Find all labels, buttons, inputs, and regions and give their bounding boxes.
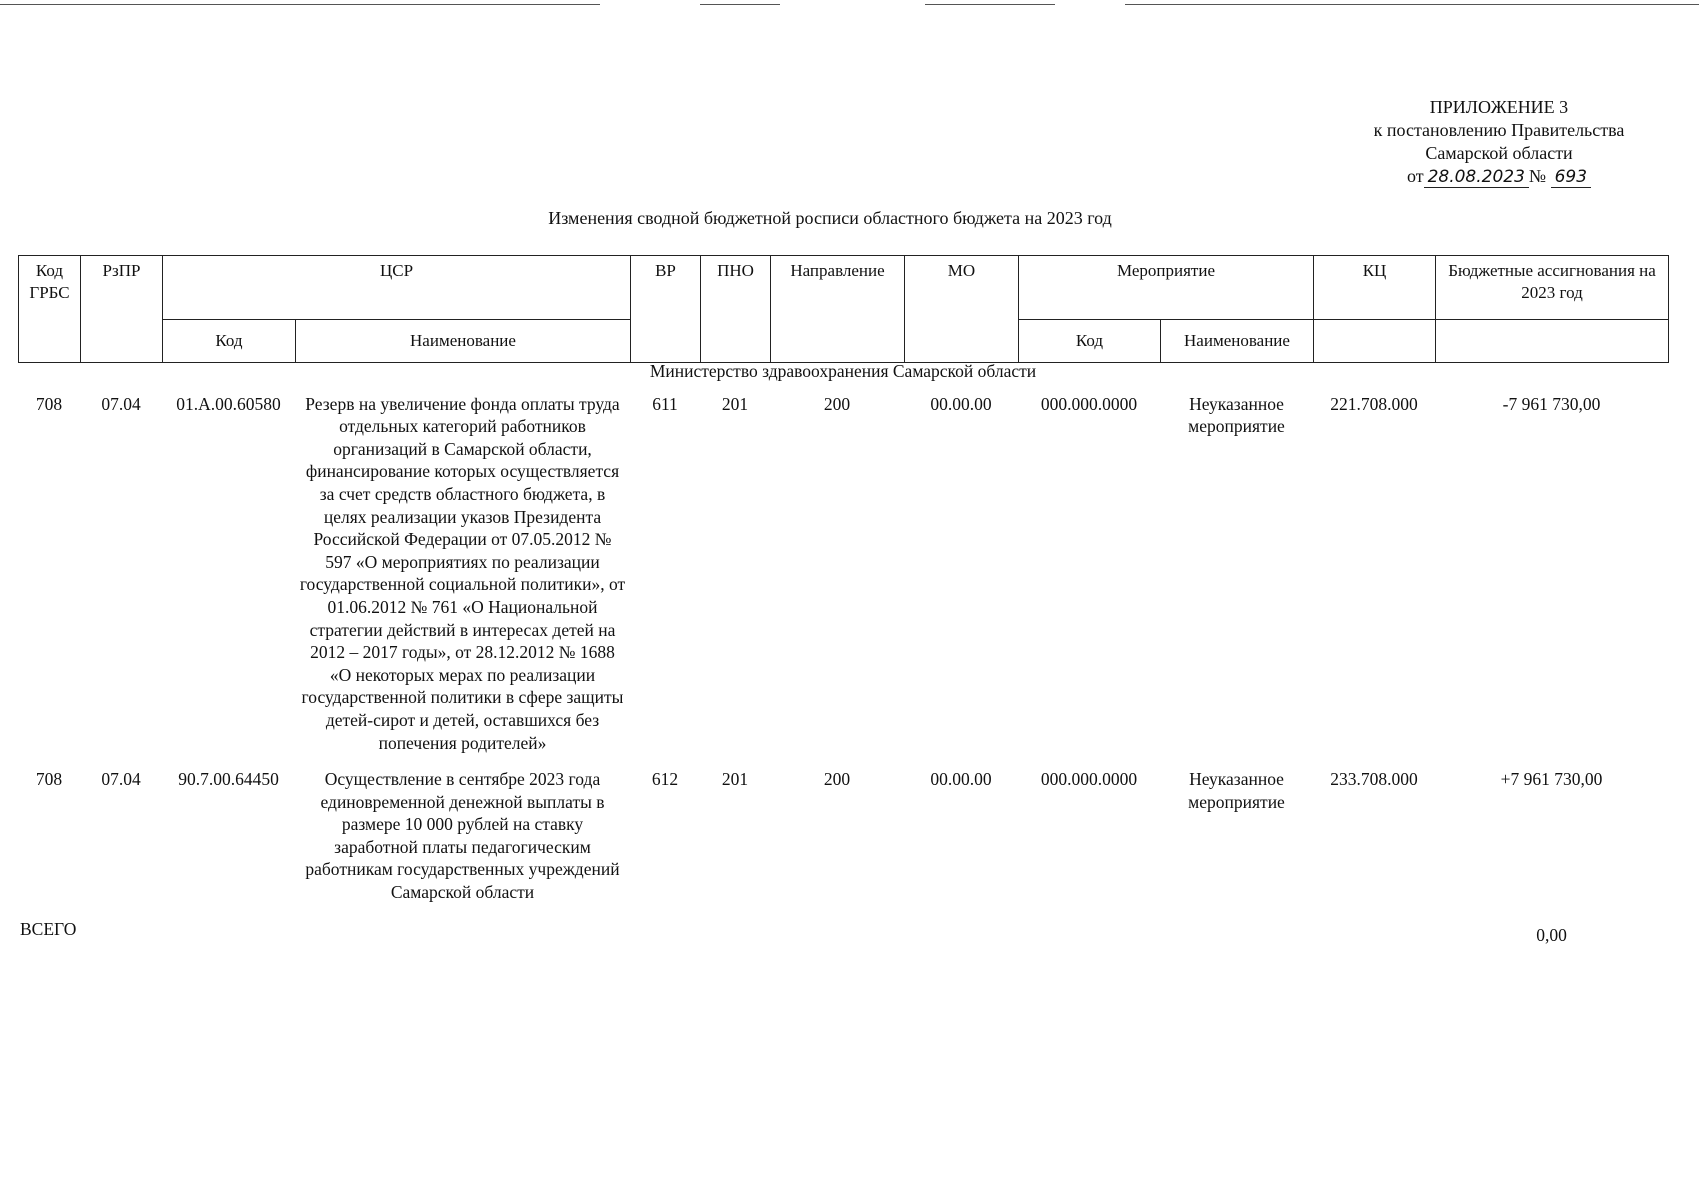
table-body xyxy=(18,360,1668,946)
annex-date-prefix: от xyxy=(1406,166,1424,186)
cell-csr-code: 01.А.00.60580 xyxy=(176,393,281,414)
total-row xyxy=(18,918,1668,947)
annex-date: 28.08.2023 xyxy=(1424,167,1529,188)
annex-number-prefix: № xyxy=(1528,166,1547,186)
header-pno: ПНО xyxy=(701,256,771,363)
header-mo: МО xyxy=(905,256,1019,363)
header-budget-empty xyxy=(1436,320,1669,363)
header-csr-kod: Код xyxy=(163,320,296,363)
cell-vr: 612 xyxy=(651,769,679,790)
total-spacer xyxy=(162,918,1435,947)
annex-date-line xyxy=(1349,165,1649,189)
header-meropriyatie: Мероприятие xyxy=(1019,256,1314,320)
cell-csr-code: 90.7.00.64450 xyxy=(178,769,279,790)
header-napravlenie: Направление xyxy=(771,256,905,363)
annex-title: ПРИЛОЖЕНИЕ 3 xyxy=(1429,97,1569,117)
scan-artifact xyxy=(925,4,1055,5)
ministry-name: Министерство здравоохранения Самарской области xyxy=(649,361,1037,381)
scan-artifact xyxy=(1125,4,1699,5)
document-title: Изменения сводной бюджетной росписи областного бюджета на 2023 год xyxy=(548,208,1112,228)
cell-mer-code: 000.000.0000 xyxy=(1040,393,1138,414)
cell-napravlenie: 200 xyxy=(823,393,851,414)
cell-kc: 233.708.000 xyxy=(1330,769,1418,790)
annex-header xyxy=(1349,96,1649,189)
header-mer-name: Наименование xyxy=(1161,320,1314,363)
table-row xyxy=(18,768,1668,918)
cell-pno: 201 xyxy=(721,393,749,414)
cell-napravlenie: 200 xyxy=(823,769,851,790)
header-vr: ВР xyxy=(631,256,701,363)
cell-mo: 00.00.00 xyxy=(930,393,992,414)
header-kc: КЦ xyxy=(1314,256,1436,320)
cell-kc: 221.708.000 xyxy=(1330,393,1418,414)
header-rzpr: РзПР xyxy=(81,256,163,363)
table-row xyxy=(18,393,1668,769)
header-mer-kod: Код xyxy=(1019,320,1161,363)
cell-rzpr: 07.04 xyxy=(101,769,141,790)
header-csr-name: Наименование xyxy=(296,320,631,363)
header-kod-grbs: Код ГРБС xyxy=(19,256,81,363)
cell-amount: +7 961 730,00 xyxy=(1500,769,1603,790)
cell-grbs: 708 xyxy=(35,769,63,790)
cell-grbs: 708 xyxy=(35,393,63,414)
cell-vr: 611 xyxy=(652,393,678,414)
total-value: 0,00 xyxy=(1536,924,1567,945)
annex-number: 693 xyxy=(1551,167,1591,188)
annex-line-1: к постановлению Правительства xyxy=(1373,120,1625,140)
header-budget: Бюджетные ассигнования на 2023 год xyxy=(1436,256,1669,320)
cell-mo: 00.00.00 xyxy=(930,769,992,790)
table-header xyxy=(18,255,1669,363)
total-label: ВСЕГО xyxy=(20,918,77,939)
cell-mer-name: Неуказанное мероприятие xyxy=(1188,393,1285,437)
annex-line-2: Самарской области xyxy=(1425,143,1573,163)
cell-amount: -7 961 730,00 xyxy=(1502,393,1601,414)
cell-pno: 201 xyxy=(721,769,749,790)
cell-csr-name: Резерв на увеличение фонда оплаты труда отдельных категорий работников организаций в Самарской области, финансирование которых осуществляется за счет средств областного бюджета, в целях реализации указов Президента Российской Федерации от 07.05.2012 № 597 «О мероприятиях по реализации государственной социальной политики», от 01.06.2012 № 761 «О Национальной стратегии действий в интересах детей на 2012 – 2017 годы», от 28.12.2012 № 1688 «О некоторых мерах по реализации государственной политики в сфере защиты детей-сирот и детей, оставшихся без попечения родителей» xyxy=(299,393,626,753)
scan-artifact xyxy=(700,4,780,5)
cell-csr-name: Осуществление в сентябре 2023 года единовременной денежной выплаты в размере 10 000 рублей на ставку заработной платы педагогическим работникам государственных учреждений Самарской области xyxy=(305,769,620,903)
scan-artifact xyxy=(0,4,600,5)
header-kc-empty xyxy=(1314,320,1436,363)
header-csr: ЦСР xyxy=(163,256,631,320)
cell-rzpr: 07.04 xyxy=(101,393,141,414)
cell-mer-name: Неуказанное мероприятие xyxy=(1188,769,1285,812)
cell-mer-code: 000.000.0000 xyxy=(1040,769,1138,790)
ministry-row xyxy=(18,360,1668,393)
